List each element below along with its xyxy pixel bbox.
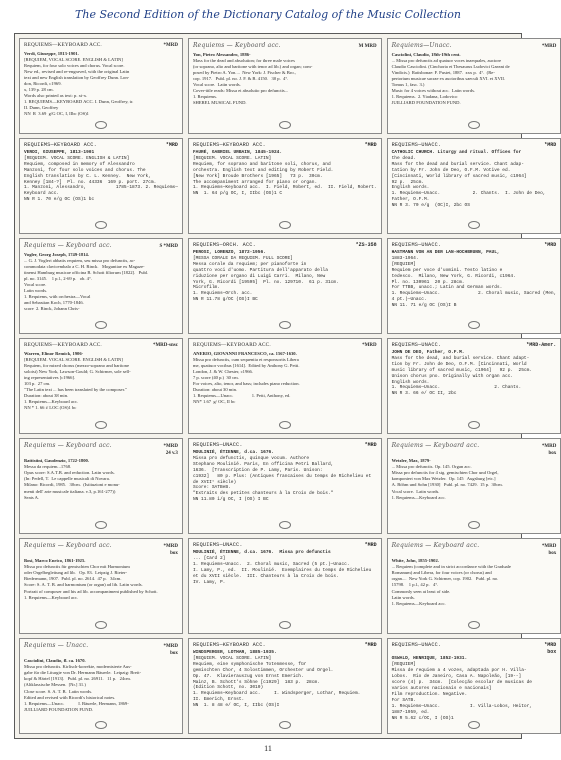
card-text-line: [REQUIEM]: [391, 662, 416, 668]
card-text-line: Requiem, for mixed chorus (mezzo-soprano and baritone: [24, 362, 129, 368]
card-punch-hole: [468, 321, 480, 329]
card-main-entry: Battistini, Gaudenzio, 1722-1800.: [24, 458, 89, 464]
card-text-line: 1887-1959, ed.: [391, 709, 430, 715]
catalog-card: [387, 338, 561, 434]
card-punch-hole: [468, 521, 480, 529]
card-subject-heading: Requiems — Keyboard acc.: [24, 442, 112, 449]
card-punch-hole: [468, 221, 480, 229]
catalog-card: [387, 138, 561, 234]
card-punch-hole: [279, 121, 291, 129]
card-text-line: NN 1. 64 p/g OC, I, IIbc (OS)1 C: [192, 191, 283, 197]
card-text-line: Stephano Moulinié. Paris, En officina Petri Ballard,: [192, 461, 334, 467]
card-text-line: tation by Fr. John de Deo, O.F.M. Votive ed.: [391, 167, 511, 173]
card-punch-hole: [468, 621, 480, 629]
card-text-line: organ.... New York G. Schirmer, cop. 1902. Publ. pl. no.: [391, 576, 499, 582]
card-text-line: 1. Requiems—Keyboard acc.: [24, 399, 79, 405]
card-punch-hole: [95, 321, 107, 329]
card-text-line: Film reproduction. Negative.: [391, 691, 468, 697]
card-text-line: de XVII° siècle): [192, 479, 237, 485]
card-text-line: varios autores nacionais e nacionais]: [391, 685, 492, 691]
card-text-line: II. Dunn, Geoffrey: [24, 105, 59, 111]
card-text-line: The accompaniment arranged for piano or organ.: [192, 179, 318, 185]
card-text-line: Romanum) and Libera, for four voices (or chorus) and: [391, 570, 492, 576]
card-text-line: 1. Requiems—Unacc. I. Villa-Lobos, Heitor,: [391, 703, 533, 709]
card-header: [392, 142, 557, 149]
card-text-line: kopf & Härtel [1913]. Publ. pl. no. 26911. 11 p. 24cm.: [24, 676, 131, 682]
card-main-entry: CATHOLIC CHURCH. Liturgy and ritual. Offices for: [391, 149, 522, 155]
card-text-line: For SATB.: [391, 697, 416, 703]
card-subject-heading: Requiems — Keyboard acc.: [391, 542, 480, 549]
card-header: [24, 42, 178, 50]
card-call-number: *MRD: [362, 343, 377, 348]
card-text-line: Claudio Casciolini. (Cinchoria et Thesaurus Ludovici Gaeani de: [391, 63, 510, 69]
catalog-sheet: [14, 33, 557, 739]
card-text-line: pl. no. 3145. 1 p.l., 2-69 p. ob. 4°.: [24, 275, 92, 281]
card-text-line: Cover-title reads: Missa et absolutio pro defunctis...: [192, 87, 289, 93]
catalog-card: [188, 138, 382, 234]
card-text-line: score (4) p. 34cm. [Colecção escolar de musicas de: [391, 679, 533, 685]
card-subject-heading: REQUIEMS—UNACC.: [192, 542, 243, 548]
card-subject-heading: REQUIEMS—KEYBOARD ACC.: [192, 642, 266, 648]
card-header: [24, 642, 178, 657]
card-call-number: *MRD box: [163, 544, 178, 556]
card-text-line: Messa da requiem...1768.: [24, 464, 72, 470]
card-text-line: Missa pro defunctis, quinque vocum. Authore: [192, 455, 310, 461]
card-main-entry: Yon, Pietro Alessandro, 1886-: [192, 51, 251, 57]
card-text-line: IV. Lamy, P.: [192, 579, 226, 585]
catalog-card: [188, 538, 382, 634]
card-text-line: NN R 3. 66 e/ OC II, 2bc: [391, 391, 457, 397]
card-text-line: NN 11. 71 e/g OC (OS)I B: [391, 303, 457, 309]
card-header: [24, 442, 178, 457]
card-text-line: tinensi Hamburg musicae officina B. Schott filiorum [1822]. Publ.: [24, 269, 149, 275]
catalog-card: [188, 338, 382, 434]
card-punch-hole: [279, 221, 291, 229]
card-punch-hole: [279, 321, 291, 329]
card-main-entry: Casciolini, Claudio, fl. ca. 1670.: [24, 658, 86, 664]
card-text-line: gemischten Chor, 4 Solostimmen, Orchester und Orgel.: [192, 667, 334, 673]
catalog-card: [19, 538, 183, 634]
card-subject-heading: Requiems—Unacc.: [391, 42, 452, 49]
card-text-line: 1. Manzoni, Alessandro, 1785-1873. 2. Requiems—: [24, 185, 178, 191]
catalog-card: [188, 438, 382, 534]
card-text-line: Score: S. A. T. B. and harmonium (or organ) ad lib. Latin words.: [24, 582, 143, 588]
card-text-line: [REQUIEM]: [391, 261, 416, 267]
card-text-line: the dead.: [391, 155, 416, 161]
card-text-line: text and new English translation by Geoffrey Dunn. Lon-: [24, 74, 130, 80]
catalog-card: [19, 338, 183, 434]
card-text-line: Vocal score. Latin words.: [192, 81, 241, 87]
card-text-line: Vocal score.: [24, 281, 47, 287]
card-subject-heading: REQUIEMS—UNACC.: [391, 342, 442, 348]
card-text-line: Portrait of composer and his ad lib. accompaniment published by Schott.: [24, 588, 158, 594]
card-text-line: [REQUIEM. VOCAL SCORE. LATIN]: [192, 655, 272, 661]
card-header: [193, 542, 377, 549]
card-text-line: 1883-1964.: [391, 255, 419, 261]
card-text-line: Father, O.F.M.: [391, 197, 430, 203]
card-call-number: M MRD: [358, 44, 377, 49]
catalog-card: [19, 38, 183, 134]
card-text-line: English words.: [391, 185, 430, 191]
card-text-line: For TTBB, unacc.; Latin and German words.: [391, 285, 503, 291]
card-text-line: [REQUIEM. VOCAL SCORE. LATIN]: [192, 155, 272, 161]
card-main-entry: ANERIO, GIOVANNI FRANCESCO, ca. 1567-1630.: [192, 350, 297, 356]
card-text-line: English translation by C. L. Kenney. New York,: [24, 173, 151, 179]
card-text-line: Missa pro defunctis. Kirlisch-korrekte, modernisierte Aus-: [24, 664, 132, 670]
card-text-line: Messa corale da requiem; per pianoforte in: [192, 261, 307, 267]
card-text-line: Mass for the dead and burial service. Chant adap-: [391, 161, 524, 167]
card-text-line: 1. Requiems—Unacc. 2. Choral music, Sacred (5 pt.)—Unacc.: [192, 561, 350, 567]
card-header: [193, 342, 377, 350]
card-text-line: 1. Requiems—Keyboard acc. I. Windsperger, Lothar, Requiem.: [192, 691, 361, 697]
card-text-line: (In: Pedell, T. Le cappelle musicali di Novara.: [24, 476, 110, 482]
card-main-entry: PEROSI, LORENZO, 1872-1956.: [192, 249, 266, 255]
card-text-line: Vocal score. Latin words.: [391, 488, 440, 494]
card-punch-hole: [468, 721, 480, 729]
card-text-line: NN 11.80 i/g OC, I (OS) I BC: [192, 497, 269, 503]
card-main-entry: WINDSPERGER, LOTHAR, 1885-1935.: [192, 649, 277, 655]
card-header: [193, 142, 377, 149]
card-call-number: *ZS-358: [355, 242, 377, 248]
card-header: [392, 642, 557, 655]
card-text-line: Duration: about 38 min.: [24, 393, 69, 399]
card-text-line: 1. Requiems—Unacc. 2. Chants.: [391, 385, 522, 391]
card-punch-hole: [279, 721, 291, 729]
card-text-line: pertorium musicae sacrae ex auctoribus saeculi XVI. et XVII.: [391, 75, 506, 81]
card-call-number: *MRD box: [544, 642, 557, 655]
card-text-line: New ed., revised and re-engraved, with the original Latin: [24, 68, 130, 74]
card-text-line: 1636. [Transcription de P. Lamy, Paris. Unison:: [192, 467, 323, 473]
card-subject-heading: REQUIEMS—KEYBOARD ACC.: [24, 342, 102, 348]
card-text-line: c1932] 80 p. Plus: (Antiques francaises du temps de Richelieu et: [192, 473, 372, 479]
catalog-card: [19, 238, 183, 334]
card-subject-heading: REQUIEMS—UNACC.: [391, 642, 442, 648]
card-punch-hole: [468, 121, 480, 129]
card-text-line: 1. Requiems—Keyboard acc.: [391, 600, 446, 606]
card-text-line: 103 p. 27 cm.: [24, 380, 51, 386]
card-text-line: Commonly seen at least of side.: [391, 588, 451, 594]
card-header: [392, 42, 557, 51]
card-text-line: SHEREL MUSICAL FUND.: [192, 100, 247, 106]
card-header: [24, 342, 178, 350]
card-text-line: [REQUIEM, VOCAL SCORE. ENGLISH & LATIN]: [24, 56, 123, 62]
card-text-line: 1. Requiems, with orchestra—Vocal: [24, 294, 91, 300]
card-call-number: S *MRD: [159, 244, 178, 249]
card-punch-hole: [95, 421, 107, 429]
card-text-line: For voices, alto, tenor, and bass; includes piano reduction.: [192, 380, 300, 386]
card-text-line: 1. Requiems—Unacc. 1. Petti, Anthony, ed.: [192, 393, 291, 399]
card-text-line: ... Requiem (complete and in strict accordance with the Graduale: [391, 564, 511, 570]
card-text-line: Unison chorus pno. Originally with organ acc.: [391, 373, 514, 379]
card-text-line: NN R 3. 70 e/g (OC)I, 2bc OS: [391, 203, 470, 209]
card-punch-hole: [95, 621, 107, 629]
card-text-line: 1. Requiems—Unacc. 2. Choral music, Sacred (Men,: [391, 291, 557, 297]
card-text-line: Requiem per voce d'uomini. Testo latino e: [391, 267, 503, 273]
card-main-entry: White, John, 1855-1902.: [391, 558, 439, 564]
card-subject-heading: REQUIEMS—UNACC.: [391, 242, 442, 248]
card-main-entry: HASTMANN VON AN DER LAN-HOCHBRUNN, PAUL,: [391, 249, 500, 255]
card-text-line: NN R 5.62 c/OC, I (OS)1: [391, 715, 454, 721]
catalog-card: [188, 238, 382, 334]
card-text-line: JUILLIARD FOUNDATION FUND.: [24, 706, 94, 712]
card-main-entry: MOULINIÉ, ÉTIENNE, d.ca. 1676. Missa pro defunctis: [192, 549, 331, 555]
card-subject-heading: Requiems — Keyboard acc.: [391, 442, 480, 449]
card-call-number: *MRD-snsc: [152, 343, 178, 348]
card-call-number: *MRD box: [163, 644, 178, 656]
card-text-line: 1. Requiems. 2. Yiadana, Lodovico: [391, 94, 458, 100]
card-call-number: *MRD: [364, 642, 377, 648]
catalog-card: [387, 638, 561, 734]
card-text-line: Vindicis.) Ratisbonae: F. Pustet, 1887. xxx p. 4°. (Re-: [391, 69, 495, 75]
card-punch-hole: [279, 521, 291, 529]
card-text-line: Requiem, eine symphonische Totenmesse, für: [192, 661, 307, 667]
card-text-line: Opus score: S.A.T.B. and reduction. Latin words.: [24, 470, 115, 476]
card-subject-heading: REQUIEMS—KEYBOARD ACC.: [24, 142, 97, 148]
card-header: [24, 542, 178, 557]
card-text-line: Requiem, for soprano and baritone soli, chorus, and: [192, 161, 331, 167]
card-text-line: Duration: about 30 min.: [192, 386, 238, 392]
card-text-line: Mass for the dead, and burial service. Chant adapt-: [391, 355, 530, 361]
card-text-line: orchestra. English text and editing by Robert Field.: [192, 167, 334, 173]
card-main-entry: Bosi, Marco Enrico, 1861-1925.: [24, 558, 86, 564]
card-text-line: 1. Requiems—Orch. acc.: [192, 291, 253, 297]
card-text-line: Seats A.: [24, 494, 40, 500]
catalog-card: [19, 638, 183, 734]
card-text-line: [New York] Broude Brothers [1965] 73 p. 30cm.: [192, 173, 323, 179]
card-text-line: oder Orgelbegleitung ad lib. Op. 83. Leipzig J. Rieter-: [24, 570, 128, 576]
card-main-entry: FAURÉ, GABRIEL URBAIN, 1845-1924.: [192, 149, 283, 155]
card-text-line: soloist) New York, Lawson-Gould; G. Schirmer, sole sell-: [24, 368, 131, 374]
card-text-line: Tomus 1, fasc. 3.): [391, 81, 425, 87]
card-punch-hole: [95, 721, 107, 729]
card-punch-hole: [95, 121, 107, 129]
card-call-number: *MRD: [364, 142, 377, 148]
card-text-line: [REQUIEM. VOCAL SCORE. ENGLISH & LATIN]: [24, 356, 123, 362]
card-text-line: 92 p. 25cm.: [391, 179, 424, 185]
card-text-line: tion by Fr. John de Deo, O.F.M. [Cincinnati, World: [391, 361, 527, 367]
card-text-line: Requiem, composed in memory of Alessandro: [24, 161, 135, 167]
card-grid: [19, 38, 557, 734]
card-text-line: Score: SATBeB.: [192, 485, 231, 491]
card-subject-heading: REQUIEMS—KEYBOARD ACC.: [24, 42, 102, 48]
card-subject-heading: Requiems — Keyboard acc.: [24, 542, 112, 549]
card-main-entry: Warren, Elinor Remick, 1906-: [24, 350, 84, 356]
card-text-line: "Extraits des petites chanteurs à la Croix de bois.": [192, 491, 334, 497]
card-text-line: komponiert von Max Wetzler. Op. 145 Augsburg [etc.]: [391, 476, 496, 482]
card-punch-hole: [279, 621, 291, 629]
card-header: [392, 342, 557, 349]
card-punch-hole: [468, 421, 480, 429]
card-text-line: ... Missa pro defunctis. Op. 145. Organ acc.: [391, 464, 472, 470]
card-text-line: "The Latin text ... has been translated by the composer.": [24, 386, 127, 392]
card-call-number: *MRD: [163, 43, 178, 48]
card-text-line: ... Missa pro defunctis ad quatuor voces inaequales, auctore: [391, 57, 502, 63]
card-text-line: Mass for the dead and absolution; for three male voices: [192, 57, 295, 63]
card-main-entry: OSWALD, HENRIQUE, 1852-1931.: [391, 656, 468, 662]
card-text-line: Music for 4 voices without acc. Latin words.: [391, 87, 476, 93]
card-text-line: 1. Requiems—Keyboard acc.: [391, 494, 446, 500]
card-text-line: score 2. Rinck, Johann Chris-: [24, 306, 80, 312]
catalog-card: [387, 38, 561, 134]
card-text-line: NN 1. 8 48 e/ OC, I, IIbc (OS)I: [192, 703, 280, 709]
card-text-line: music library of sacred music, c1964] 92 p. 25cm.: [391, 367, 533, 373]
card-text-line: Milano: Ricordi, 1985. 30cm. (Istituzioni e monu-: [24, 482, 120, 488]
card-subject-heading: REQUIEMS—KEYBOARD ACC.: [192, 142, 266, 148]
card-subject-heading: REQUIEMS—KEYBOARD ACC.: [192, 342, 271, 348]
card-text-line: (Altklassische Messen. [Nr.] 31.): [24, 682, 86, 688]
card-text-line: Latin words.: [24, 287, 48, 293]
card-text-line: et du XVII siècle. III. Chanteurs à la Croix de bois.: [192, 573, 339, 579]
card-text-line: Biedermann, 1907. Publ. pl. no. 2614. 47 p. 34cm.: [24, 576, 122, 582]
card-header: [193, 42, 377, 51]
card-call-number: *MRD: [165, 142, 178, 148]
card-text-line: tedesco. Milano, New York, G. Ricordi, c1964.: [391, 273, 516, 279]
card-call-number: *MRD: [364, 442, 377, 448]
card-punch-hole: [95, 521, 107, 529]
card-header: [392, 542, 557, 557]
card-text-line: [REQUIEM. VOCAL SCORE. ENGLISH & LATIN]: [24, 155, 130, 161]
card-call-number: *MRD-Amer.: [526, 342, 557, 348]
card-text-line: Pl. no. 130961 20 p. 28cm.: [391, 279, 465, 285]
card-text-line: Missa pro defunctis, cum sequentia et responsoriis Libera: [192, 356, 299, 362]
catalog-card: [19, 438, 183, 534]
card-text-line: Requiem, for four solo voices and chorus. Vocal score.: [24, 62, 125, 68]
card-text-line: NN R 3.69 g/G OC, I, IIbc (OS)1: [24, 111, 89, 117]
card-text-line: 1. Requiems—Unacc. I. Bäuerle, Hermann, 1869-: [24, 700, 129, 706]
card-text-line: Missa pro defunctis für gemischten Chor mit Harmonium: [24, 564, 130, 570]
card-text-line: Close score. S. A. T. B. Latin words.: [24, 688, 93, 694]
card-text-line: Op. 47. Klavierauszug von Ernst Emerich.: [192, 673, 304, 679]
card-text-line: Missa de requiem a 4 vozes, adaptada por H. Villa-: [391, 668, 527, 674]
card-header: [193, 442, 377, 449]
card-call-number: *MRD box: [541, 544, 557, 556]
card-text-line: Words also printed as text: p. xi-x.: [24, 93, 88, 99]
card-subject-heading: REQUIEMS—UNACC.: [391, 142, 442, 148]
card-header: [24, 142, 178, 149]
card-text-line: 1. Requiems—Keyboard acc.: [24, 594, 79, 600]
catalog-card: [188, 38, 382, 134]
card-main-entry: JOHN DE DEO, Father, O.F.M.: [391, 349, 465, 355]
card-main-entry: Verdi, Giuseppe, 1813-1901.: [24, 50, 79, 56]
card-subject-heading: REQUIEMS—UNACC.: [192, 442, 243, 448]
card-text-line: NN * 1. 66 i/ LOC (OS)1 bc: [24, 405, 77, 411]
card-text-line: gabe für die Liturgie von Dr. Hermann Bäuerle. Leipzig: Breit-: [24, 670, 142, 676]
card-subject-heading: Requiems — Keyboard acc.: [24, 242, 112, 249]
card-main-entry: Vogler, Georg Joseph, 1749-1814.: [24, 251, 89, 257]
card-text-line: commodata clavicembalo a C. H. Rinck. Moguntiae ex Magaze-: [24, 263, 145, 269]
card-text-line: 7 p. score (40 p.) 30 cm.: [192, 374, 239, 380]
card-text-line: ... G. J. Vogleri abbatis requiem, seu missa pro defunctis, ac-: [24, 257, 136, 263]
card-text-line: NN R 1. 70 e/g OC (OS)1 bc: [24, 197, 95, 203]
card-call-number: *MRD: [544, 242, 557, 248]
card-header: [193, 642, 377, 649]
card-text-line: A. Böhm und Sohn [1930] Publ. pl. no. 7429. 15 p. 30cm.: [391, 482, 503, 488]
card-text-line: Microfilm.: [192, 285, 220, 291]
page-number: 11: [264, 744, 272, 753]
card-text-line: York, G. Ricordi [19595] Pl. no. 129710. 61 p. 31cm.: [192, 279, 339, 285]
card-text-line: Kenney [184-?] Pl. no. 44336 169 p. port. 27cm.: [24, 179, 157, 185]
card-text-line: Manzoni, for four solo voices and chorus. The: [24, 167, 146, 173]
card-text-line: [Cincinnati, World library of sacred music, c1964]: [391, 173, 527, 179]
card-text-line: (or soprano, alto and baritone with tenor ad lib.) and organ; com-: [192, 63, 313, 69]
card-main-entry: VERDI, GIUSEPPE, 1813-1901: [24, 149, 95, 155]
card-text-line: II. Emerich, Ernst.: [192, 697, 245, 703]
card-text-line: Lobos. Rio de Janeiro, Casa A. Napoleão, [19--]: [391, 674, 522, 679]
catalog-card: [387, 238, 561, 334]
card-text-line: x, 139 p. 28 cm.: [24, 86, 54, 92]
card-text-line: London, J. & W. Chester, c1966.: [192, 368, 253, 374]
card-call-number: *MRD: [544, 142, 557, 148]
card-text-line: me, quattuor vocibus [1614]. Edited by Anthony G. Petti.: [192, 362, 300, 368]
card-main-entry: MOULINIÉ, ÉTIENNE, d.ca. 1676.: [192, 449, 274, 455]
card-text-line: 1. REQUIEMS—KEYBOARD ACC. I. Dunn, Geoffrey, tr.: [24, 99, 134, 105]
card-text-line: ... [Card 2]: [192, 555, 226, 561]
card-call-number: *MRD: [541, 44, 557, 49]
card-text-line: menti dell' arte musicale italiana. v.3, p.161-277)): [24, 488, 116, 494]
card-subject-heading: Requiems — Keyboard acc.: [192, 42, 281, 49]
card-punch-hole: [95, 221, 107, 229]
card-text-line: (Edition Schott, no. 3010): [192, 685, 264, 691]
card-call-number: *MRD: [364, 542, 377, 548]
card-text-line: cop. 1917. Publ. pl. no. J. F. & B. 4150. 30 p. 4°.: [192, 75, 289, 81]
card-text-line: I. Lamy, P., ed. II. Moulinié. Exemplaires du temps de Richelieu: [192, 567, 372, 573]
card-header: [24, 242, 178, 251]
card-subject-heading: REQUIEMS—ORCH. ACC.: [192, 242, 256, 248]
catalog-card: [387, 538, 561, 634]
card-text-line: and Sebastian Koch, 1770-1846.: [24, 300, 84, 306]
card-text-line: Mainz, B. Schott's Söhne [c1929] 183 p. 28cm.: [192, 679, 320, 685]
card-text-line: Keyboard acc.: [24, 191, 60, 197]
card-text-line: NN R 11.78 g/OC (OS)I BC: [192, 297, 258, 303]
card-subject-heading: Requiems — Unacc.: [24, 642, 89, 649]
card-text-line: Edited and revised with Ricordi's historical notes.: [24, 694, 116, 700]
card-text-line: 1. Requiems—Unacc. 2. Chants. I. John de Deo,: [391, 191, 546, 197]
catalog-card: [387, 438, 561, 534]
card-text-line: [MESSA CORALE DA REQUIEM. FULL SCORE]: [192, 255, 293, 261]
card-text-line: Latin words.: [391, 594, 415, 600]
catalog-card: [19, 138, 183, 234]
card-main-entry: Casciolini, Claudio, 18th-19th cent.: [391, 51, 461, 57]
page-title: The Second Edition of the Dictionary Catalog of the Music Collection: [75, 8, 461, 21]
card-text-line: English words.: [391, 379, 430, 385]
card-text-line: 1. Requiems.: [192, 94, 218, 100]
card-text-line: don, Ricordi, c1969.: [24, 80, 62, 86]
card-punch-hole: [279, 421, 291, 429]
catalog-card: [188, 638, 382, 734]
card-text-line: Missa pro defunctis for 4 stg. gemischten Chor und Orgel,: [391, 470, 499, 476]
card-text-line: JUILLIARD FOUNDATION FUND.: [391, 100, 461, 106]
card-text-line: 1. Requiems—Keyboard acc. I. Field, Robert, ed. II. Field, Robert.: [192, 185, 377, 191]
card-text-line: riduzione per organo di Luigi Carri. Milano, New: [192, 273, 326, 279]
card-call-number: *MRD 24 v.3: [163, 444, 178, 456]
card-text-line: posed by Pietro A. Yon.... New York: J. Fischer & Bro.,: [192, 69, 296, 75]
card-text-line: 15798. 1 p.l., 42 p. 4°.: [391, 582, 439, 588]
card-call-number: *MRD box: [541, 444, 557, 456]
card-header: [392, 442, 557, 457]
card-text-line: NN* 1.67 g/ OC, II bc: [192, 399, 236, 405]
card-text-line: ing representatives [c1966].: [24, 374, 76, 380]
card-text-line: quattro voci d'uomo. Partitura dell'apparato della: [192, 267, 328, 273]
card-header: [193, 242, 377, 249]
card-text-line: 4 pt.)—Unacc.: [391, 297, 427, 303]
card-main-entry: Wetzler, Max, 1879-: [391, 458, 431, 464]
card-header: [392, 242, 557, 249]
